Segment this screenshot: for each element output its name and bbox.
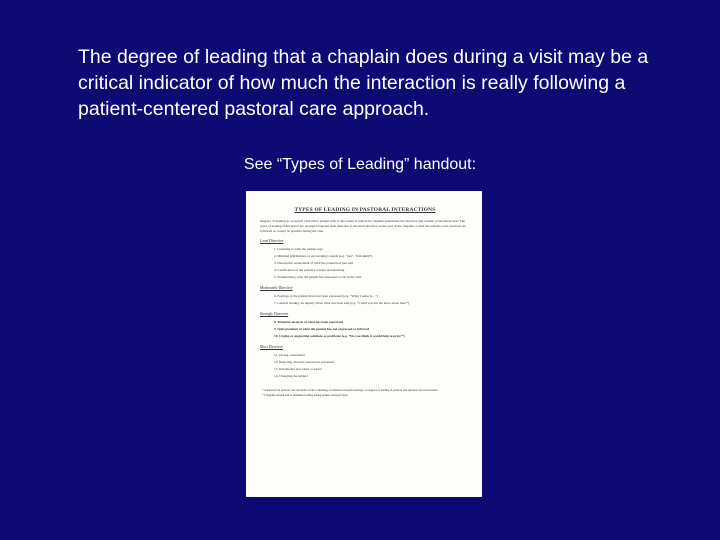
- handout-caption: See “Types of Leading” handout:: [243, 156, 477, 173]
- handout-list-item: 4. Clarification of the patient's content and meaning: [274, 268, 345, 272]
- handout-title: TYPES OF LEADING IN PASTORAL INTERACTIONS: [294, 207, 436, 213]
- handout-footnote: * Chaplains should aim to minimize leading during patient-centered visits.: [262, 392, 349, 397]
- handout-image: [246, 191, 482, 497]
- handout-sections: [260, 239, 470, 380]
- handout-list-item: 10. Urging or suggesting solutions to problems (e.g. “Do you think it would help to pray?”): [274, 334, 405, 338]
- handout-list-item: 12. Rejecting what the patient has expressed: [274, 360, 335, 364]
- handout-list-item: 13. Introducing new ideas or topics: [274, 367, 322, 371]
- handout-list-item: 14. Changing the subject: [274, 374, 308, 378]
- handout-list: [260, 246, 470, 281]
- handout-list-item: 11. Giving reassurance: [274, 353, 306, 357]
- handout-list-item: 1. Listening to what the patient says: [274, 247, 323, 251]
- handout-section-heading: Most Directive: [260, 345, 283, 349]
- handout-intro: Degrees of leading in a pastoral visit with a patient refer to the extent to which the chaplain determines the direction and content of the interaction. The types of leading listed below are arranged from the least directive to the most directive on the part of the chaplain, so that the patient's own concerns are followed as closely as possible during the visit.: [260, 219, 467, 233]
- handout-list-item: 6. Feelings of the patient that have been expressed (e.g. “What I sense is…”): [274, 294, 379, 298]
- handout-section-heading: Least Directive: [260, 239, 284, 243]
- handout-list-item: 2. Minimal affirmations or encouraging sounds (e.g. “yes”, “mm-hmm”): [274, 254, 373, 258]
- handout-list-item: 3. Descriptive restatement of what the patient has just said: [274, 261, 354, 265]
- handout-section-heading: Moderately Directive: [260, 286, 293, 290]
- handout-section-heading: Strongly Directive: [260, 312, 289, 316]
- handout-list: [260, 319, 470, 340]
- handout-list-item: 9. Interpretation of what the patient has not expressed or inferred: [274, 327, 369, 331]
- slide-body-text: The degree of leading that a chaplain does during a visit may be a critical indicator of how much the interaction is really following a patient-centered pastoral care approach.: [78, 46, 649, 120]
- handout-list: [260, 352, 470, 380]
- handout-list-item: 8. Tentative analysis of what has been expressed: [274, 320, 344, 324]
- handout-footnote: * Adapted from pastoral care literature on the counseling of patients in hospital settings, on degrees of leading in pastoral and spiritual care interactions.: [262, 388, 438, 392]
- handout-list-item: 7. General leading: an inquiry about what has been said (e.g. “Could you tell me more about that?”): [274, 301, 410, 305]
- handout-footnotes: [260, 388, 470, 397]
- handout-list: [260, 293, 470, 307]
- handout-list-item: 5. Summarizing what the patient has expressed so far in the visit: [274, 275, 362, 279]
